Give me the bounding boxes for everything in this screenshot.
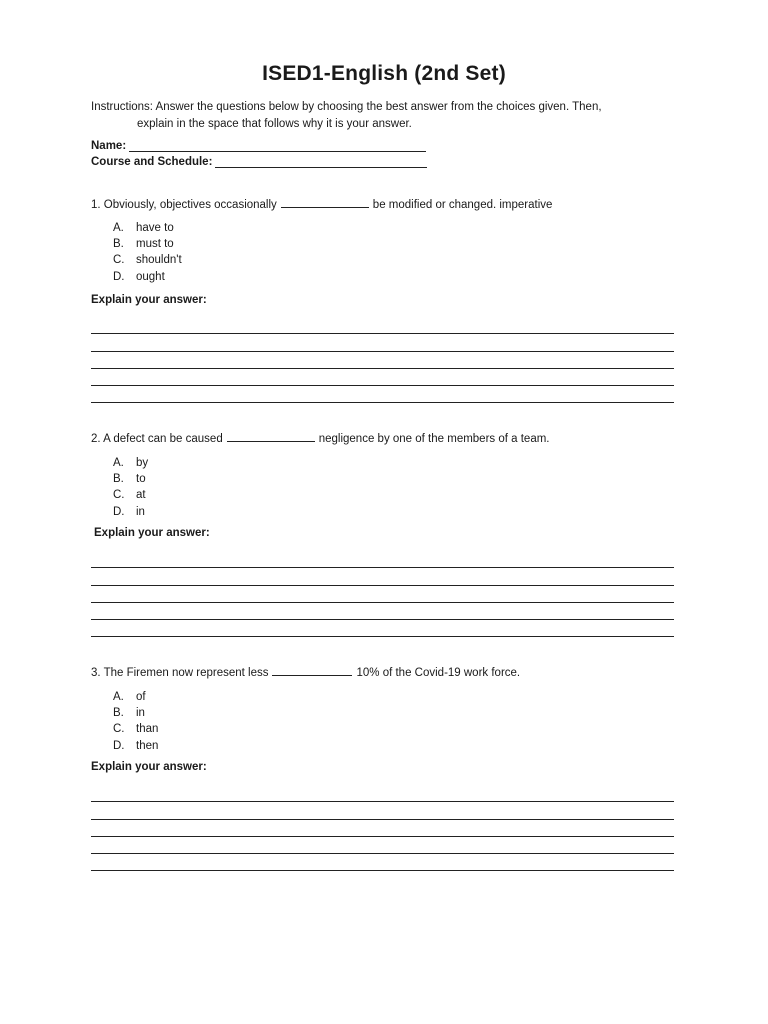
answer-line xyxy=(91,551,674,568)
instructions-line-1: Instructions: Answer the questions below by choosing the best answer from the choices given. Then, xyxy=(91,101,602,113)
option-d: D. in xyxy=(113,505,145,518)
answer-line xyxy=(91,837,674,854)
instructions xyxy=(91,99,671,133)
course-field xyxy=(91,156,427,168)
question-3-options xyxy=(113,689,158,754)
option-c: C. than xyxy=(113,723,159,736)
option-b: B. in xyxy=(113,707,145,720)
question-3-blank xyxy=(272,664,352,676)
question-3-answer-lines xyxy=(91,785,674,871)
option-d: D. then xyxy=(113,739,159,752)
name-label: Name: xyxy=(91,140,127,152)
question-2-explain-label: Explain your answer: xyxy=(94,527,210,539)
answer-line xyxy=(91,603,674,620)
question-1-blank xyxy=(281,196,369,208)
answer-line xyxy=(91,820,674,837)
name-blank xyxy=(129,140,426,152)
question-3-text-after: 10% of the Covid-19 work force. xyxy=(356,667,521,679)
question-1-text-before: 1. Obviously, objectives occasionally xyxy=(91,199,277,211)
answer-line xyxy=(91,334,674,351)
answer-line xyxy=(91,317,674,334)
answer-line xyxy=(91,620,674,637)
answer-line xyxy=(91,785,674,802)
question-1-answer-lines xyxy=(91,317,674,403)
instructions-line-2: explain in the space that follows why it is your answer. xyxy=(137,118,412,130)
question-2-options xyxy=(113,455,148,520)
course-label: Course and Schedule: xyxy=(91,156,213,168)
answer-line xyxy=(91,568,674,585)
question-2-text-after: negligence by one of the members of a team. xyxy=(318,433,550,445)
document-title: ISED1-English (2nd Set) xyxy=(262,62,506,85)
question-3 xyxy=(91,664,520,681)
question-3-explain-label: Explain your answer: xyxy=(91,761,207,773)
answer-line xyxy=(91,386,674,403)
option-b: B. must to xyxy=(113,238,174,251)
option-b: B. to xyxy=(113,473,146,486)
answer-line xyxy=(91,369,674,386)
option-c: C. at xyxy=(113,489,146,502)
option-d: D. ought xyxy=(113,270,165,283)
question-1 xyxy=(91,196,552,213)
option-a: A. of xyxy=(113,691,146,703)
answer-line xyxy=(91,802,674,819)
question-2 xyxy=(91,430,550,447)
option-a: A. have to xyxy=(113,222,174,234)
question-3-text-before: 3. The Firemen now represent less xyxy=(91,667,269,679)
name-field xyxy=(91,140,426,152)
option-c: C. shouldn't xyxy=(113,254,182,267)
option-a: A. by xyxy=(113,457,149,469)
question-1-text-after: be modified or changed. imperative xyxy=(372,199,553,211)
answer-line xyxy=(91,854,674,871)
answer-line xyxy=(91,352,674,369)
answer-line xyxy=(91,586,674,603)
question-1-options xyxy=(113,220,182,285)
course-blank xyxy=(215,156,427,168)
question-2-answer-lines xyxy=(91,551,674,637)
question-1-explain-label: Explain your answer: xyxy=(91,294,207,306)
question-2-text-before: 2. A defect can be caused xyxy=(91,433,223,445)
question-2-blank xyxy=(227,430,315,442)
